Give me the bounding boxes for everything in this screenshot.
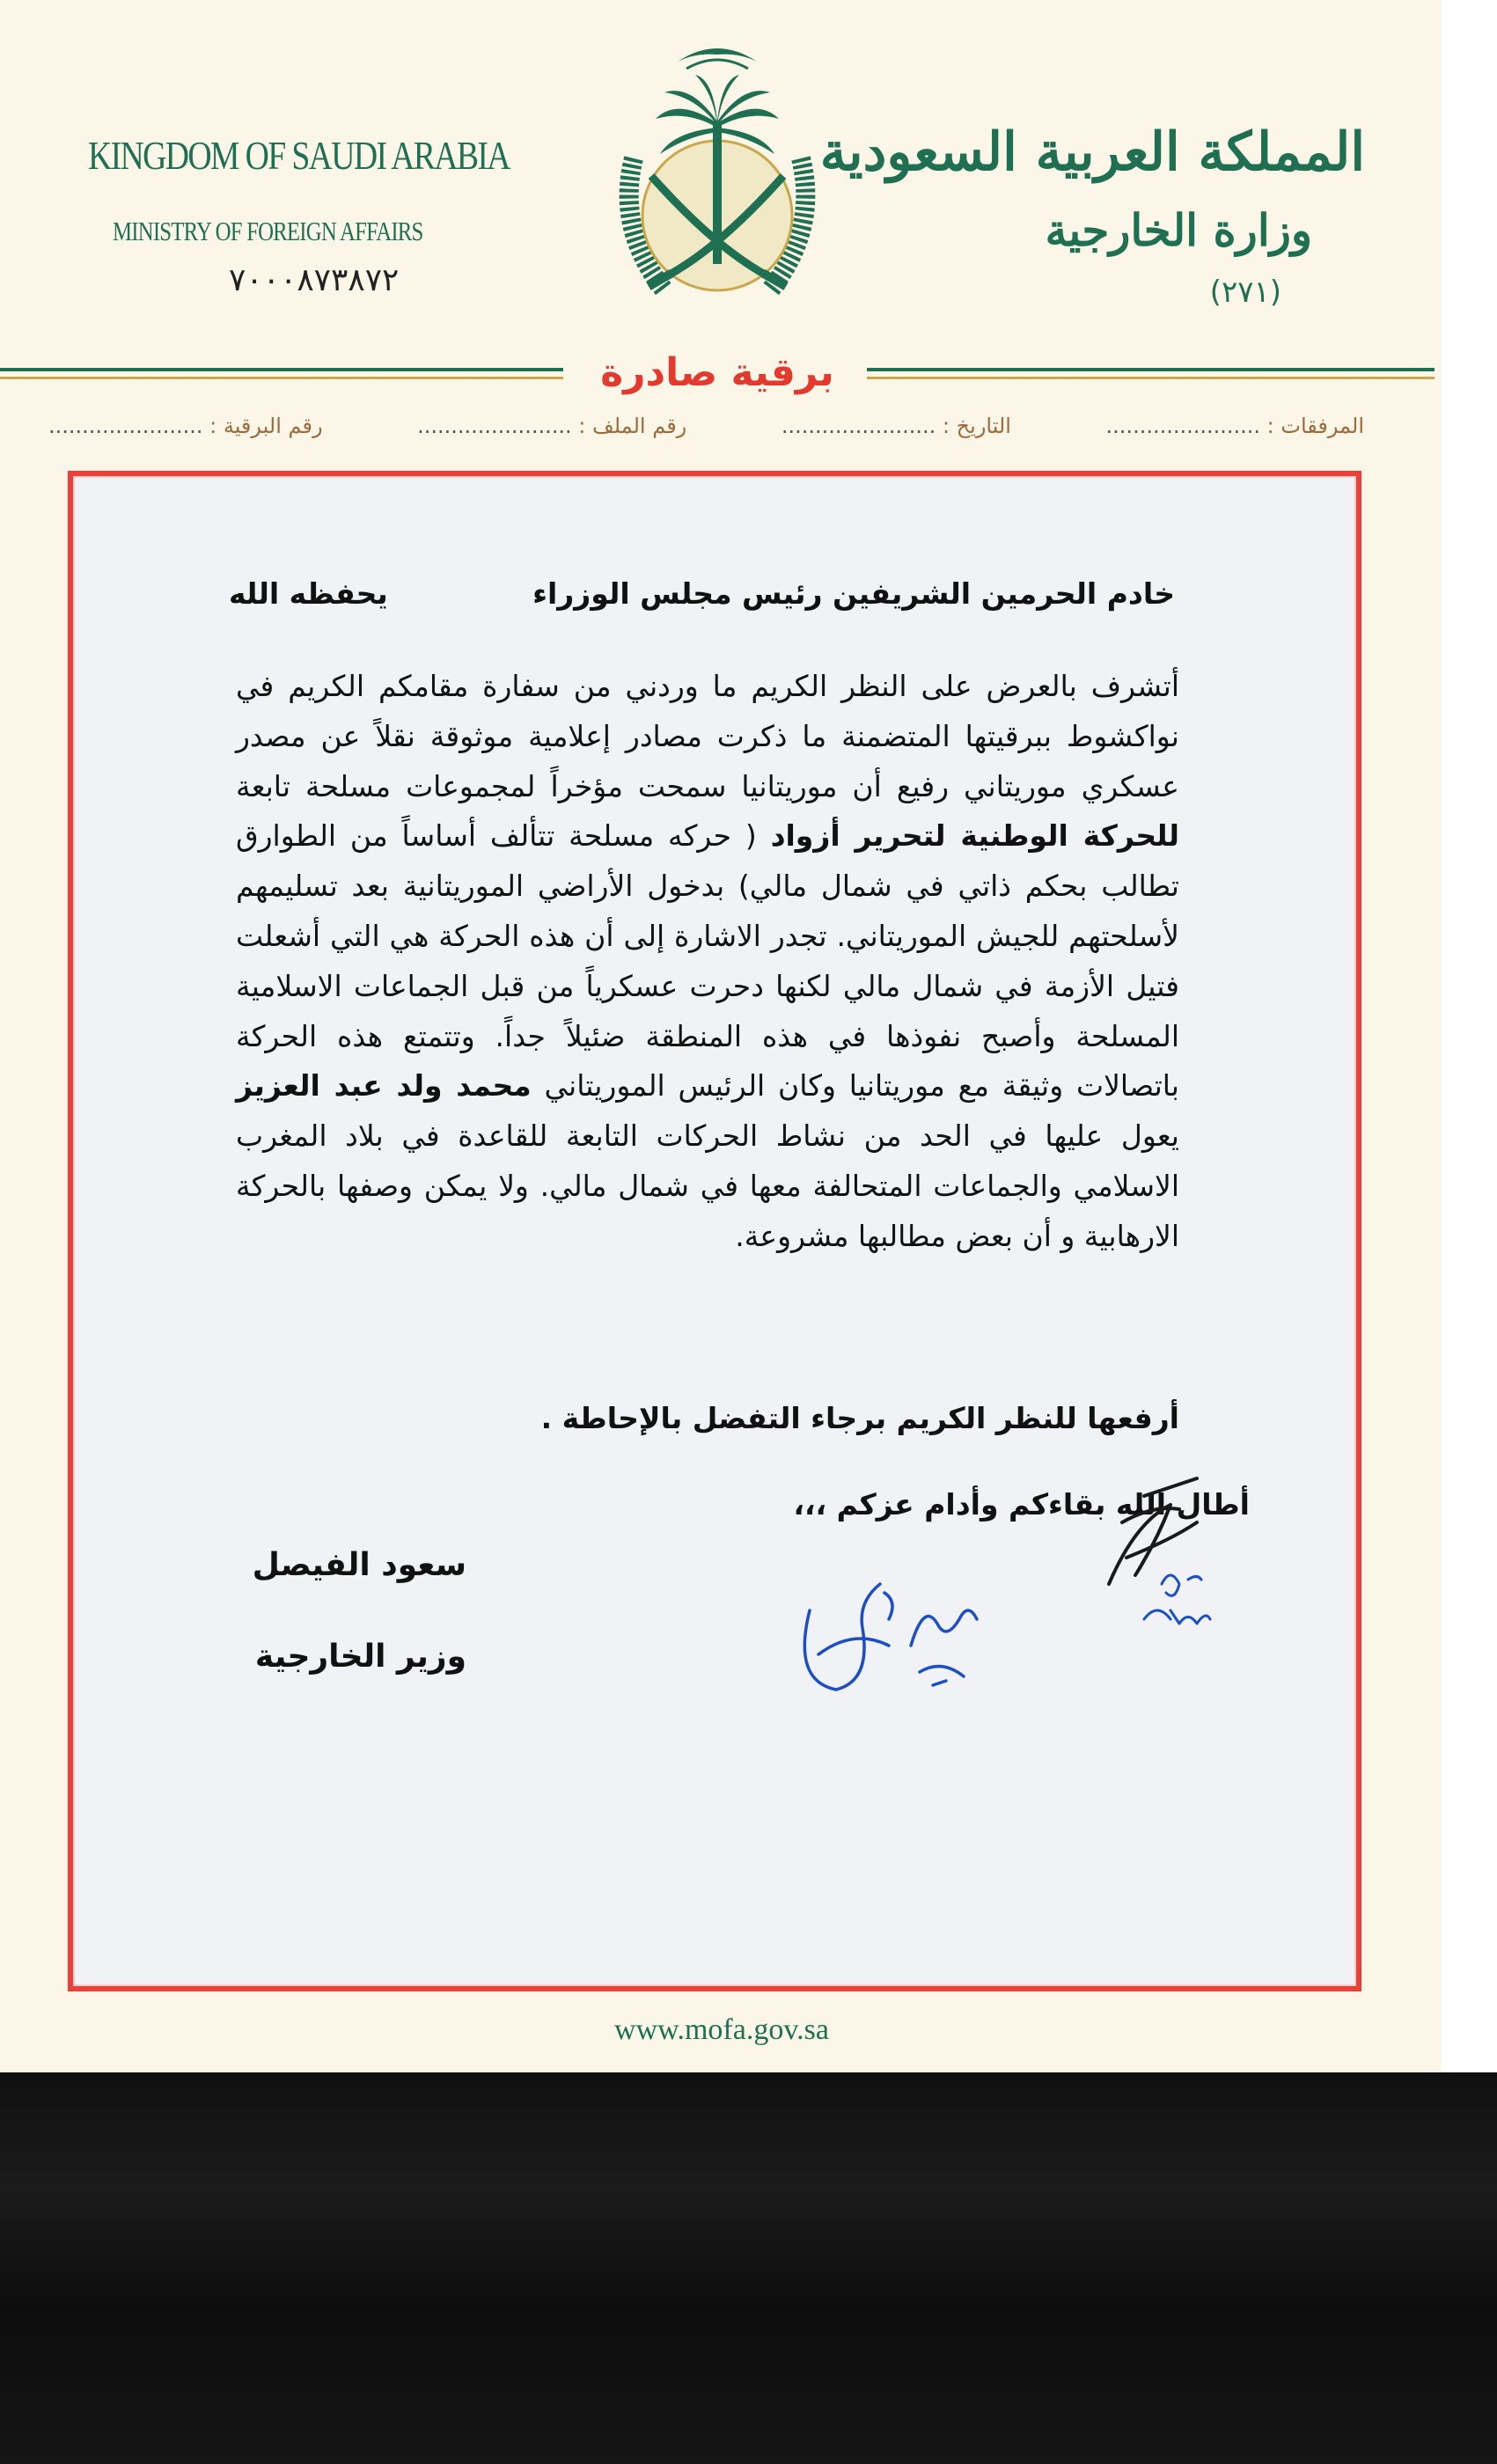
header-rule-left: [0, 368, 563, 371]
header-rule-right: [867, 368, 1435, 371]
saudi-emblem-icon: [581, 26, 854, 334]
body-part-3: يعول عليها في الحد من نشاط الحركات التابعة للقاعدة في بلاد المغرب الاسلامي والجماعات المتحالفة معها في شمال مالي. ولا يمكن وصفها بالحركة الارهابية و أن بعض مطالبها مشروعة.: [236, 1118, 1179, 1253]
salutation-line: [229, 576, 1175, 611]
body-part-2: ( حركه مسلحة تتألف أساساً من الطوارق تطالب بحكم ذاتي في شمال مالي) بدخول الأراضي الموريتانية بعد تسليمهم لأسلحتهم للجيش الموريتاني. تجدر الاشارة إلى أن هذه الحركة هي التي أشعلت فتيل الأزمة في شمال مالي لكنها دحرت عسكرياً من قبل الجماعات الاسلامية المسلحة وأصبح نفوذها في هذه المنطقة ضئيلاً جداً. وتتمتع هذه الحركة باتصالات وثيقة مع موريتانيا وكان الرئيس الموريتاني: [236, 818, 1179, 1104]
footer-website: www.mofa.gov.sa: [614, 2013, 829, 2046]
cable-fields-row: [48, 414, 1364, 438]
header-code: (٢٧١): [1209, 275, 1281, 310]
header-ministry-english: MINISTRY OF FOREIGN AFFAIRS: [113, 216, 423, 246]
header-rule-left-gold: [0, 377, 563, 379]
signatory-title: وزير الخارجية: [254, 1639, 466, 1675]
header-kingdom-english: KINGDOM OF SAUDI ARABIA: [88, 133, 510, 178]
field-date: التاريخ : .......................: [781, 414, 1011, 438]
header-ministry-arabic: وزارة الخارجية: [1045, 204, 1312, 256]
field-cable-number: رقم البرقية : .......................: [48, 414, 323, 438]
signatory-name: سعود الفيصل: [252, 1547, 466, 1583]
addressee: خادم الحرمين الشريفين رئيس مجلس الوزراء: [532, 576, 1175, 611]
handwritten-signature-icon: [757, 1470, 1250, 1725]
reference-number: ٧٠٠٠٨٧٣٨٧٢: [229, 262, 400, 298]
field-attachments: المرفقات : .......................: [1105, 414, 1364, 438]
closing-line: أرفعها للنظر الكريم برجاء التفضل بالإحاطة .: [540, 1401, 1179, 1435]
scanner-background: [0, 2072, 1497, 2464]
header-rule-right-gold: [867, 377, 1435, 379]
scan-margin: [1442, 0, 1497, 2072]
body-bold-president: محمد ولد عبد العزيز: [236, 1068, 532, 1104]
blessing: يحفظه الله: [229, 576, 388, 611]
regards-line: أطال الله بقاءكم وأدام عزكم ،،،: [793, 1487, 1250, 1522]
cable-type-title: برقية صادرة: [600, 350, 834, 395]
header-kingdom-arabic: المملكة العربية السعودية: [819, 121, 1365, 183]
body-bold-movement: للحركة الوطنية لتحرير أزواد: [770, 818, 1180, 854]
letter-body: [236, 662, 1179, 1262]
field-file-number: رقم الملف : .......................: [417, 414, 687, 438]
body-part-1: أتشرف بالعرض على النظر الكريم ما وردني من سفارة مقامكم الكريم في نواكشوط ببرقيتها المتضمنة ما ذكرت مصادر إعلامية موثوقة نقلاً عن مصدر عسكري موريتاني رفيع أن موريتانيا سمحت مؤخراً لمجموعات مسلحة تابعة: [236, 669, 1179, 803]
